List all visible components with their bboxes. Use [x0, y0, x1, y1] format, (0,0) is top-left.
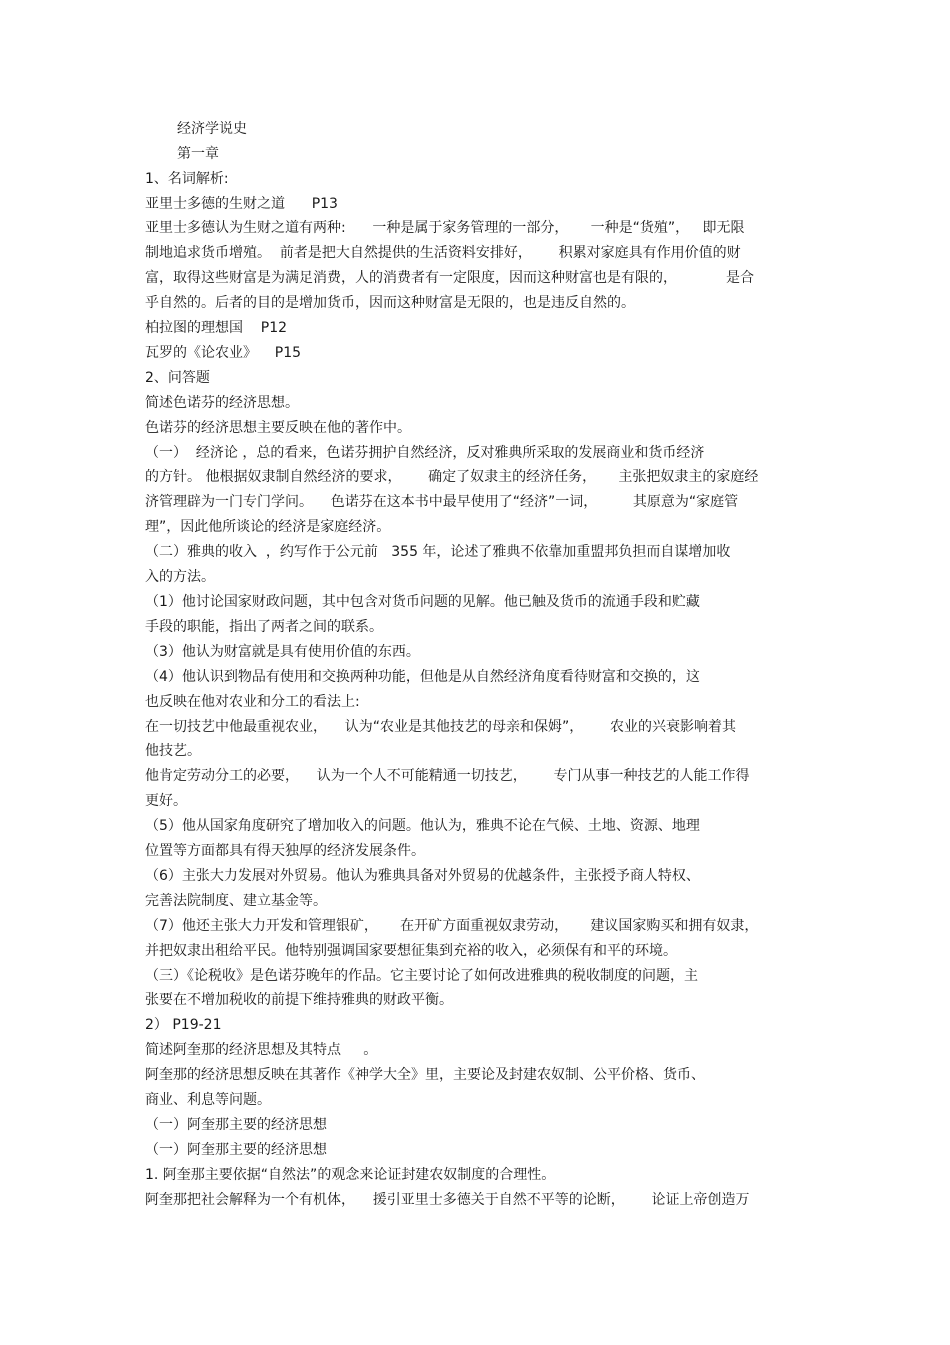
text-line: （3）他认为财富就是具有使用价值的东西。 — [145, 644, 420, 660]
subsection-heading: （一）阿奎那主要的经济思想 — [145, 1142, 327, 1158]
text-line: （7）他还主张大力开发和管理银矿， 在开矿方面重视奴隶劳动， 建议国家购买和拥有奴隶， — [145, 918, 759, 934]
chapter-heading: 第一章 — [177, 146, 219, 162]
text-line: 富，取得这些财富是为满足消费，人的消费者有一定限度，因而这种财富也是有限的， 是合 — [145, 270, 754, 286]
text-line: 理”，因此他所谈论的经济是家庭经济。 — [145, 519, 391, 535]
question-heading: 简述色诺芬的经济思想。 — [145, 395, 299, 411]
question-heading: 简述阿奎那的经济思想及其特点 。 — [145, 1042, 378, 1058]
term-heading: 瓦罗的《论农业》 P15 — [145, 345, 302, 361]
text-line: （4）他认识到物品有使用和交换两种功能，但他是从自然经济角度看待财富和交换的，这 — [145, 669, 700, 685]
text-line: 阿奎那把社会解释为一个有机体， 援引亚里士多德关于自然不平等的论断， 论证上帝创造万 — [145, 1192, 750, 1208]
text-line: 的方针。 他根据奴隶制自然经济的要求， 确定了奴隶主的经济任务， 主张把奴隶主的家庭经 — [145, 469, 759, 485]
text-line: 位置等方面都具有得天独厚的经济发展条件。 — [145, 843, 425, 859]
text-line: （6）主张大力发展对外贸易。他认为雅典具备对外贸易的优越条件，主张授予商人特权、 — [145, 868, 700, 884]
text-line: 在一切技艺中他最重视农业， 认为“农业是其他技艺的母亲和保姆”， 农业的兴衰影响着其 — [145, 719, 737, 735]
text-line: （三）《论税收》是色诺芬晚年的作品。它主要讨论了如何改进雅典的税收制度的问题，主 — [145, 968, 698, 984]
subsection-heading: （一）阿奎那主要的经济思想 — [145, 1117, 327, 1133]
text-line: （一） 经济论 ，总的看来，色诺芬拥护自然经济，反对雅典所采取的发展商业和货币经济 — [145, 445, 705, 461]
text-line: 更好。 — [145, 793, 187, 809]
text-line: （1）他讨论国家财政问题，其中包含对货币问题的见解。他已触及货币的流通手段和贮藏 — [145, 594, 700, 610]
text-line: （5）他从国家角度研究了增加收入的问题。他认为，雅典不论在气候、土地、资源、地理 — [145, 818, 700, 834]
text-line: （二）雅典的收入 ，约写作于公元前 355 年，论述了雅典不依靠加重盟邦负担而自谋增加收 — [145, 544, 731, 560]
text-line: 手段的职能，指出了两者之间的联系。 — [145, 619, 383, 635]
term-heading: 柏拉图的理想国 P12 — [145, 320, 288, 336]
text-line: 1. 阿奎那主要依据“自然法”的观念来论证封建农奴制度的合理性。 — [145, 1167, 556, 1183]
text-line: 乎自然的。后者的目的是增加货币，因而这种财富是无限的，也是违反自然的。 — [145, 295, 635, 311]
document-title: 经济学说史 — [177, 121, 247, 137]
text-line: 他肯定劳动分工的必要， 认为一个人不可能精通一切技艺， 专门从事一种技艺的人能工作得 — [145, 768, 750, 784]
text-line: 完善法院制度、建立基金等。 — [145, 893, 327, 909]
text-line: 制地追求货币增殖。 前者是把大自然提供的生活资料安排好， 积累对家庭具有作用价值的财 — [145, 245, 741, 261]
text-line: 阿奎那的经济思想反映在其著作《神学大全》里，主要论及封建农奴制、公平价格、货币、 — [145, 1067, 705, 1083]
question-heading: 2） P19-21 — [145, 1017, 222, 1033]
text-line: 他技艺。 — [145, 743, 201, 759]
text-line: 也反映在他对农业和分工的看法上: — [145, 694, 360, 710]
text-line: 张要在不增加税收的前提下维持雅典的财政平衡。 — [145, 992, 453, 1008]
text-line: 色诺芬的经济思想主要反映在他的著作中。 — [145, 420, 411, 436]
section-heading: 1、名词解析: — [145, 171, 229, 187]
text-line: 商业、利息等问题。 — [145, 1092, 271, 1108]
text-line: 入的方法。 — [145, 569, 215, 585]
text-line: 亚里士多德认为生财之道有两种: 一种是属于家务管理的一部分， 一种是“货殖”， 即无限 — [145, 220, 745, 236]
section-heading: 2、问答题 — [145, 370, 210, 386]
term-heading: 亚里士多德的生财之道 P13 — [145, 196, 338, 212]
text-line: 济管理辟为一门专门学问。 色诺芬在这本书中最早使用了“经济”一词， 其原意为“家庭管 — [145, 494, 739, 510]
text-line: 并把奴隶出租给平民。他特别强调国家要想征集到充裕的收入，必须保有和平的环境。 — [145, 943, 677, 959]
